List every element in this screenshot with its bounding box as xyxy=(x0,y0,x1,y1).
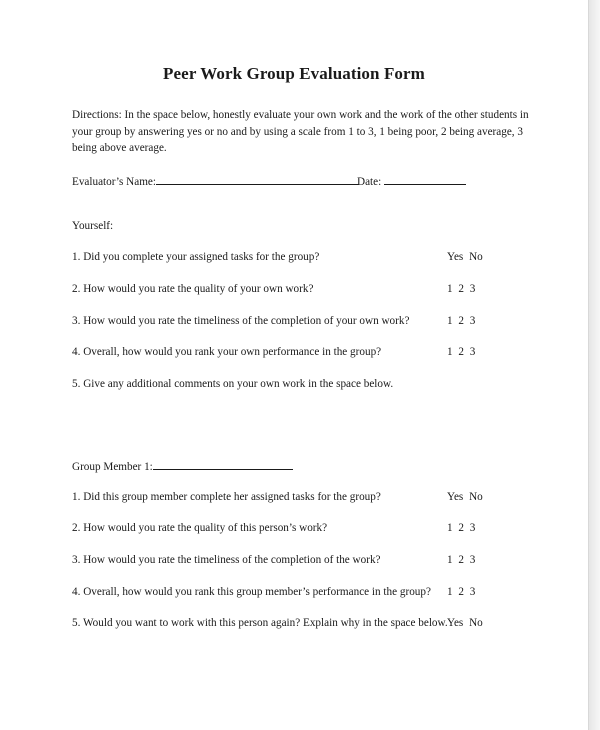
yourself-answer-1[interactable]: Yes No xyxy=(447,251,483,263)
member1-question-3: 3. How would you rate the timeliness of the completion of the work? xyxy=(72,554,381,566)
member1-question-1: 1. Did this group member complete her assigned tasks for the group? xyxy=(72,491,381,503)
form-title: Peer Work Group Evaluation Form xyxy=(163,64,425,83)
yourself-question-2: 2. How would you rate the quality of your own work? xyxy=(72,283,314,295)
evaluator-name-row xyxy=(72,174,359,188)
yourself-answer-2[interactable]: 1 2 3 xyxy=(447,283,476,295)
group-member-1-row xyxy=(72,459,293,473)
member1-answer-1[interactable]: Yes No xyxy=(447,491,483,503)
yourself-question-3: 3. How would you rate the timeliness of the completion of your own work? xyxy=(72,315,410,327)
group-member-1-field[interactable] xyxy=(153,459,293,470)
group-member-1-label: Group Member 1: xyxy=(72,461,153,473)
member1-question-5: 5. Would you want to work with this person again? Explain why in the space below. xyxy=(72,617,448,629)
yourself-question-5: 5. Give any additional comments on your own work in the space below. xyxy=(72,378,394,390)
date-label: Date: xyxy=(357,176,382,188)
member1-answer-3[interactable]: 1 2 3 xyxy=(447,554,476,566)
yourself-question-1: 1. Did you complete your assigned tasks for the group? xyxy=(72,251,320,263)
member1-question-4: 4. Overall, how would you rank this group member’s performance in the group? xyxy=(72,586,431,598)
member1-answer-4[interactable]: 1 2 3 xyxy=(447,586,476,598)
date-field[interactable] xyxy=(384,174,466,185)
member1-answer-5[interactable]: Yes No xyxy=(447,617,483,629)
yourself-heading: Yourself: xyxy=(72,220,114,232)
yourself-answer-4[interactable]: 1 2 3 xyxy=(447,346,476,358)
directions-text: Directions: In the space below, honestly evaluate your own work and the work of the other students in your group by answering yes or no and by using a scale from 1 to 3, 1 being poor, 2 being average, 3 being above average. xyxy=(72,109,529,154)
evaluator-name-label: Evaluator’s Name: xyxy=(72,176,156,188)
yourself-answer-3[interactable]: 1 2 3 xyxy=(447,315,476,327)
date-row xyxy=(357,174,466,188)
evaluator-name-field[interactable] xyxy=(156,174,359,185)
member1-question-2: 2. How would you rate the quality of this person’s work? xyxy=(72,522,328,534)
yourself-question-4: 4. Overall, how would you rank your own performance in the group? xyxy=(72,346,382,358)
page-edge-shadow xyxy=(589,0,600,730)
member1-answer-2[interactable]: 1 2 3 xyxy=(447,522,476,534)
